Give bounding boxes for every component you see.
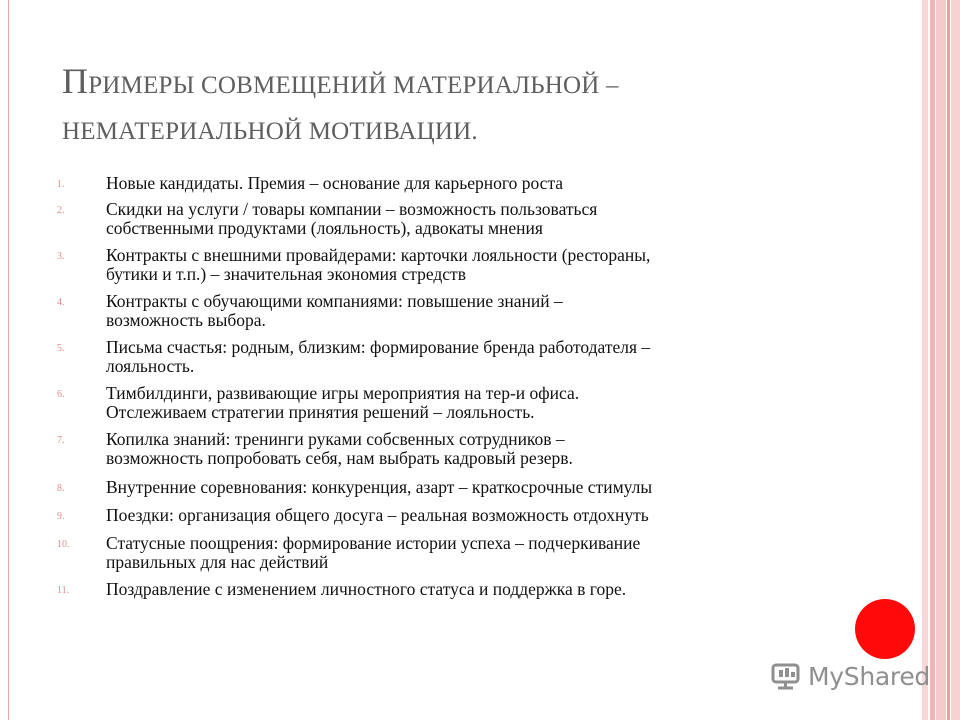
list-item-text xyxy=(106,338,826,376)
right-border-stripe-1 xyxy=(922,0,928,720)
list-item-text xyxy=(106,506,826,525)
list-item-number: 7. xyxy=(57,435,65,446)
list-item-line: бутики и т.п.) – значительная экономия стредств xyxy=(106,264,466,284)
list-item-text xyxy=(106,174,826,193)
list-item-number: 3. xyxy=(57,251,65,262)
list-item-text xyxy=(106,384,826,422)
list-item-line: возможность выбора. xyxy=(106,310,266,330)
right-border-stripe-4 xyxy=(947,0,950,720)
list-item-text xyxy=(106,580,826,599)
list-item-number: 5. xyxy=(57,343,65,354)
list-item-line: возможность попробовать себя, нам выбрать кадровый резерв. xyxy=(106,448,573,468)
list-item-number: 6. xyxy=(57,389,65,400)
list-item-number: 10. xyxy=(57,539,70,550)
list-item-line: Копилка знаний: тренинги руками собсвенных сотрудников – xyxy=(106,429,565,449)
list-item-text xyxy=(106,292,826,330)
list-item-text xyxy=(106,534,826,572)
list-item-number: 4. xyxy=(57,297,65,308)
list-item-text xyxy=(106,430,826,468)
list-item-number: 11. xyxy=(57,585,70,596)
list-item-text xyxy=(106,246,826,284)
list-item-line: правильных для нас действий xyxy=(106,552,329,572)
list-item-line: Поездки: организация общего досуга – реальная возможность отдохнуть xyxy=(106,505,649,525)
list-item-number: 9. xyxy=(57,511,65,522)
right-border-stripe-2 xyxy=(930,0,935,720)
slide-title xyxy=(62,58,822,155)
list-item-line: Внутренние соревнования: конкуренция, азарт – краткосрочные стимулы xyxy=(106,477,653,497)
presentation-screen-icon xyxy=(770,661,804,691)
list-item-line: Скидки на услуги / товары компании – возможность пользоваться xyxy=(106,199,598,219)
list-item-line: Статусные поощрения: формирование истории успеха – подчеркивание xyxy=(106,533,641,553)
list-item-line: Контракты с внешними провайдерами: карточки лояльности (рестораны, xyxy=(106,245,651,265)
slide-title-line-2: НЕМАТЕРИАЛЬНОЙ МОТИВАЦИИ. xyxy=(62,118,478,145)
list-item-line: Тимбилдинги, развивающие игры мероприятия на тер-и офиса. xyxy=(106,383,580,403)
list-item-number: 8. xyxy=(57,483,65,494)
list-item-line: Новые кандидаты. Премия – основание для карьерного роста xyxy=(106,173,564,193)
myshared-logo-text: MyShared xyxy=(808,661,930,691)
myshared-logo xyxy=(770,656,940,696)
red-circle-decoration xyxy=(855,599,915,659)
list-item-line: Контракты с обучающими компаниями: повышение знаний – xyxy=(106,291,563,311)
list-item-number: 1. xyxy=(57,179,65,190)
title-capital-letter: П xyxy=(62,61,89,101)
title-line-1-text: РИМЕРЫ СОВМЕЩЕНИЙ МАТЕРИАЛЬНОЙ – xyxy=(88,72,619,99)
list-item-text xyxy=(106,200,826,238)
list-item-line: собственными продуктами (лояльность), адвокаты мнения xyxy=(106,218,543,238)
right-border-stripe-3 xyxy=(936,0,946,720)
list-item-line: лояльность. xyxy=(106,356,195,376)
left-frame-line xyxy=(8,0,9,720)
list-item-line: Отслеживаем стратегии принятия решений – лояльность. xyxy=(106,402,535,422)
list-item-line: Поздравление с изменением личностного статуса и поддержка в горе. xyxy=(106,579,627,599)
list-item-number: 2. xyxy=(57,205,65,216)
right-border-stripe-5 xyxy=(951,0,960,720)
list-item-line: Письма счастья: родным, близким: формирование бренда работодателя – xyxy=(106,337,651,357)
list-item-text xyxy=(106,478,826,497)
slide-title-line-1 xyxy=(62,58,822,109)
